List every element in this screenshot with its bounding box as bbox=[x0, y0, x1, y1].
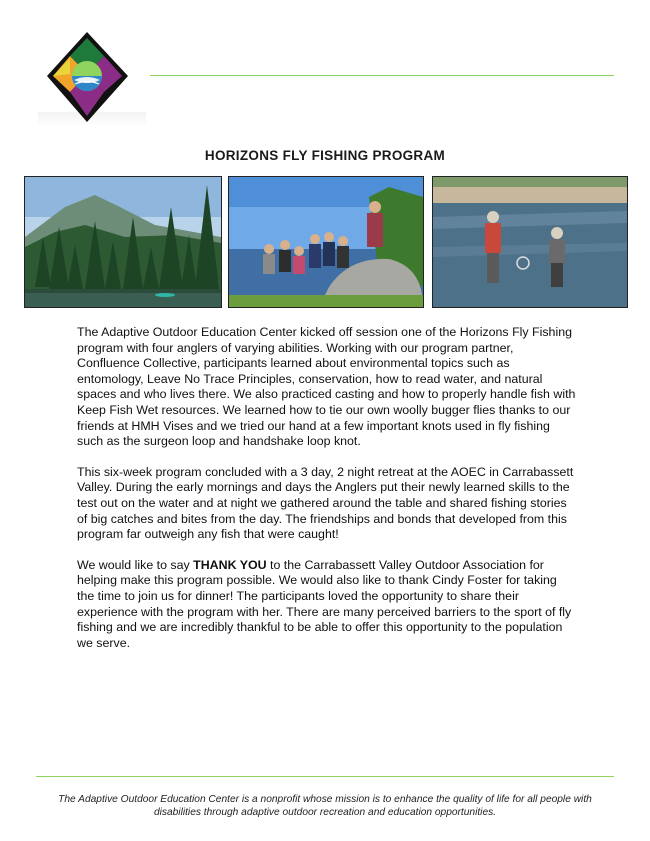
paragraph-retreat: This six-week program concluded with a 3 day, 2 night retreat at the AOEC in Carrabassett Valley. During the early mornings and days the Anglers put their newly learned skills to the test out on the water and at night we gathered around the table and shared fishing stories of big catches and bites from the day. The friendships and bonds that developed from this program far outweigh any fish that were caught! bbox=[77, 464, 574, 542]
photo-anglers-wading bbox=[432, 176, 628, 308]
page-title: HORIZONS FLY FISHING PROGRAM bbox=[204, 148, 446, 163]
paragraph-thanks bbox=[77, 558, 577, 652]
paragraph-intro: The Adaptive Outdoor Education Center kicked off session one of the Horizons Fly Fishing program with four anglers of varying abilities. Working with our program partner, Confluence Collective, participants learned about environmental topics such as entomology, Leave No Trace Principles, conservation, how to read water, and natural spaces and who lives there. We also practiced casting and how to properly handle fish with Keep Fish Wet resources. We learned how to tie our own woolly bugger flies thanks to our friends at HMH Vises and we tried our hand at a few important knots used in fly fishing such as the surgeon loop and handshake loop knot. bbox=[77, 325, 576, 449]
thanks-rest-text: to the Carrabassett Valley Outdoor Association for helping make this program possible. We would also like to thank Cindy Foster for taking the time to join us for dinner! The participants loved the opportunity to share their experience with the program with her. There are many perceived barriers to the sport of fly fishing and we are incredibly thankful to be able to offer this opportunity to the population we serve. bbox=[77, 557, 572, 650]
footer-rule bbox=[36, 776, 614, 777]
mountain-forest-lake-photo-icon bbox=[25, 177, 221, 307]
aoec-logo bbox=[44, 30, 130, 126]
article-body bbox=[77, 325, 577, 666]
thank-you-emphasis: THANK YOU bbox=[193, 557, 267, 572]
group-on-rock-photo-icon bbox=[229, 177, 423, 307]
anglers-wading-river-photo-icon bbox=[433, 177, 627, 307]
thanks-lead-text: We would like to say bbox=[77, 557, 194, 572]
photo-group-on-rock bbox=[228, 176, 424, 308]
aoec-diamond-logo-icon bbox=[44, 30, 130, 126]
photo-mountain-forest bbox=[24, 176, 222, 308]
mission-footer: The Adaptive Outdoor Education Center is a nonprofit whose mission is to enhance the quality of life for all people with disabilities through adaptive outdoor recreation and education opportunities. bbox=[58, 794, 592, 818]
header-rule bbox=[150, 75, 614, 76]
